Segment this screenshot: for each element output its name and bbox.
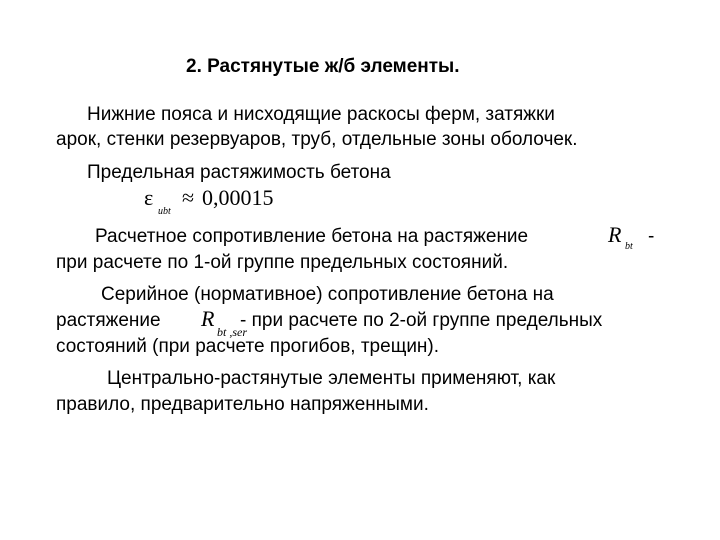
epsilon-subscript: ubt — [158, 206, 171, 217]
paragraph-3-dash: - — [648, 226, 655, 247]
slide-title: 2. Растянутые ж/б элементы. — [186, 56, 460, 77]
paragraph-4-line-1: Серийное (нормативное) сопротивление бетона на — [101, 284, 554, 305]
paragraph-2-line-1: Предельная растяжимость бетона — [87, 162, 391, 183]
rbtser-symbol: R — [201, 306, 215, 331]
paragraph-1-line-2: арок, стенки резервуаров, труб, отдельные зоны оболочек. — [56, 129, 578, 150]
epsilon-symbol: ε — [144, 185, 154, 210]
paragraph-4-line-3: состояний (при расчете прогибов, трещин). — [56, 336, 440, 357]
paragraph-4-line-2-end: - при расчете по 2-ой группе предельных — [240, 310, 603, 331]
paragraph-3-line-2: при расчете по 1-ой группе предельных состояний. — [56, 252, 509, 273]
rbtser-subscript: bt ,ser — [217, 325, 247, 339]
paragraph-1-line-1: Нижние пояса и нисходящие раскосы ферм, затяжки — [87, 104, 555, 125]
paragraph-4-line-2-start: растяжение — [56, 310, 161, 331]
paragraph-5-line-2: правило, предварительно напряженными. — [56, 394, 429, 415]
paragraph-5-line-1: Центрально-растянутые элементы применяют, как — [107, 368, 556, 389]
rbt-subscript: bt — [625, 241, 633, 252]
approx-sign: ≈ — [182, 185, 195, 210]
paragraph-3-line-1: Расчетное сопротивление бетона на растяжение — [95, 226, 529, 247]
strain-value: 0,00015 — [202, 185, 274, 210]
rbt-symbol: R — [608, 222, 622, 247]
